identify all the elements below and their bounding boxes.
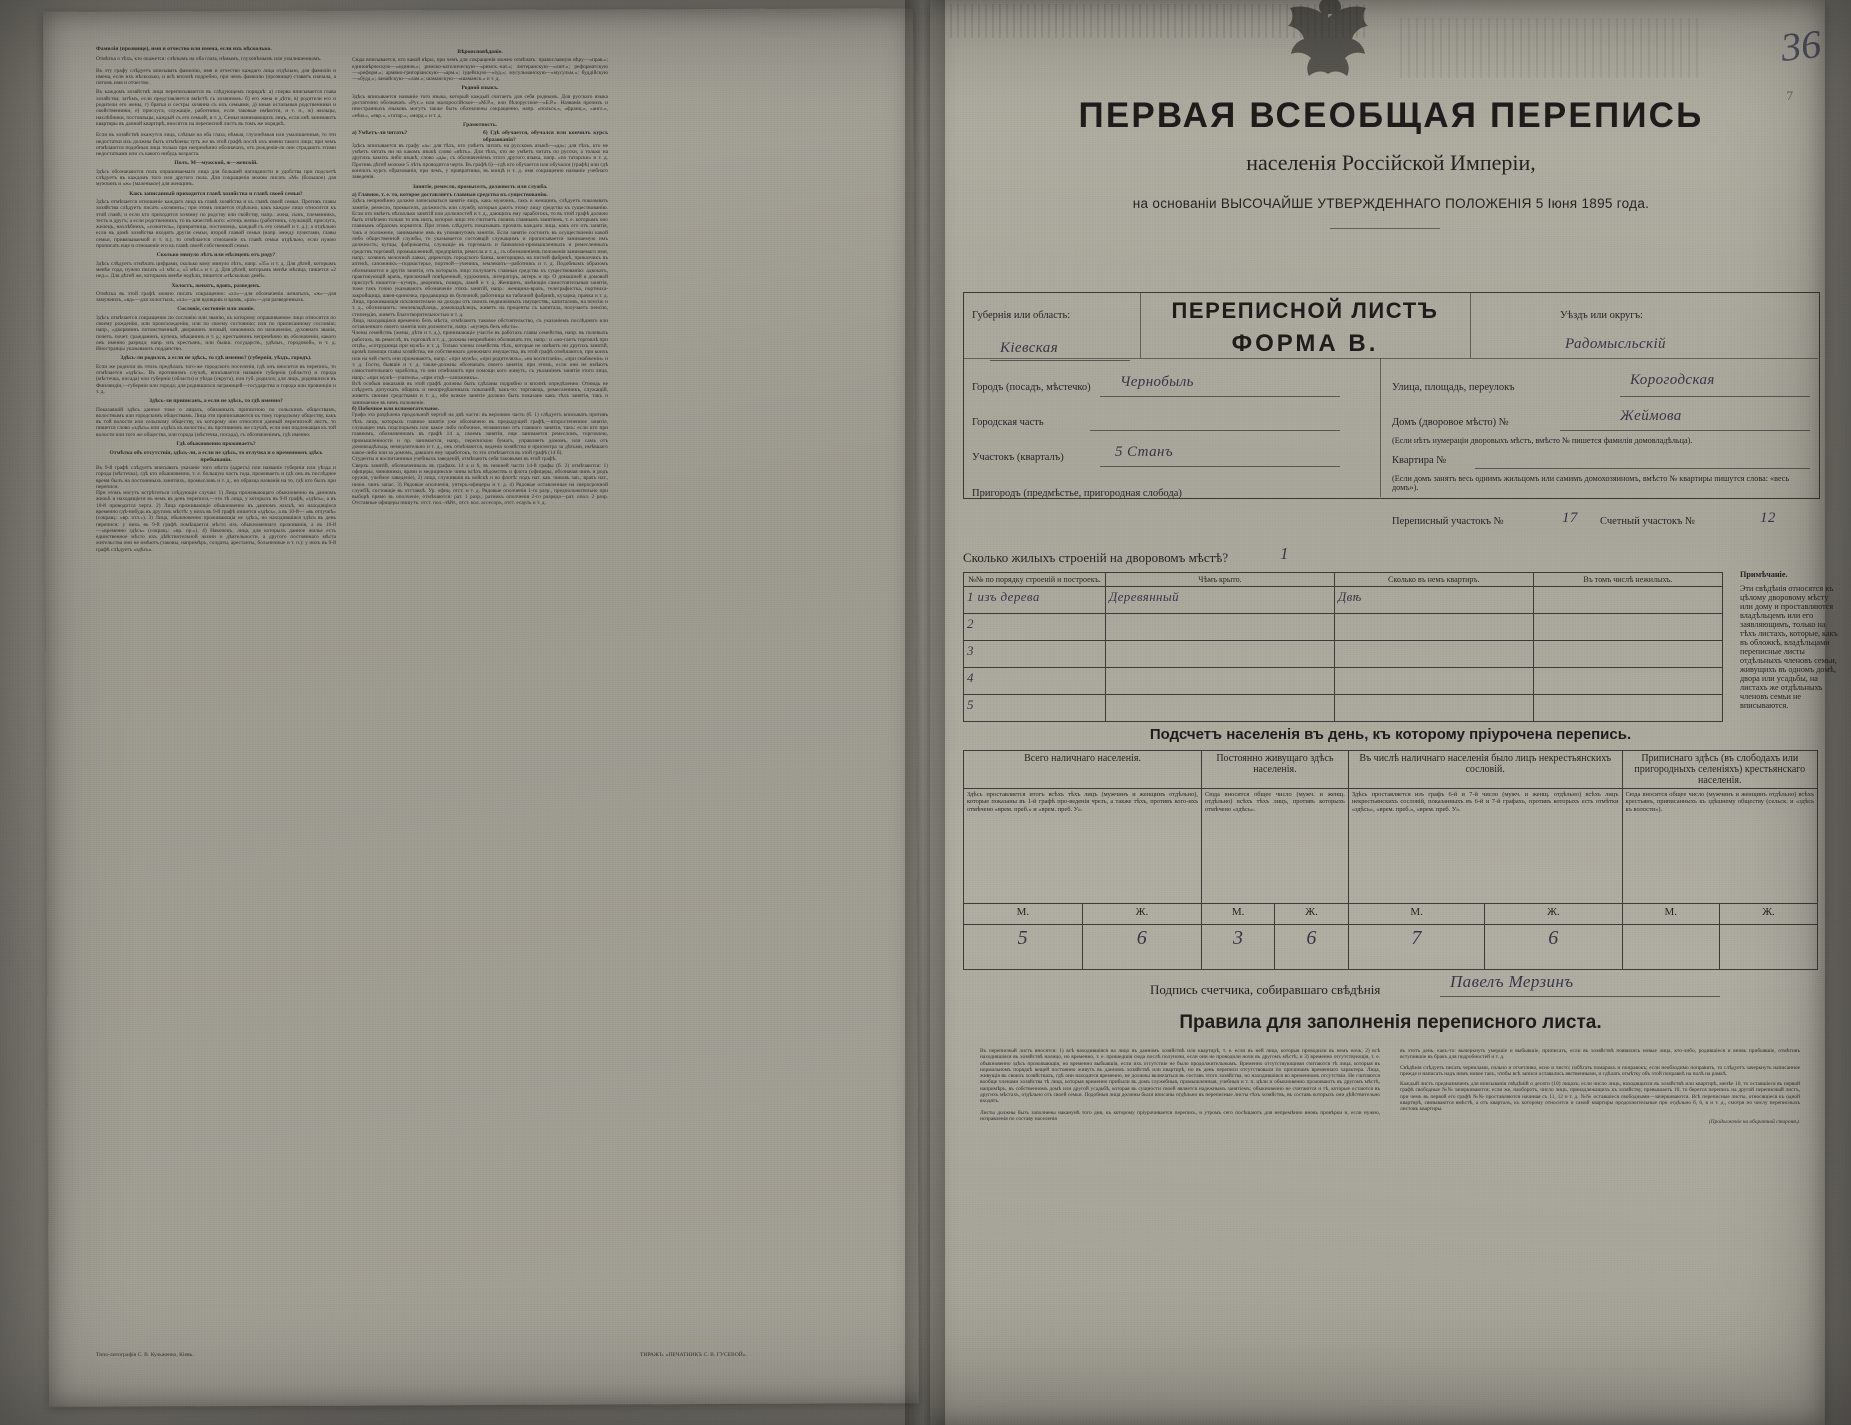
- page-number: 36: [1778, 21, 1824, 70]
- table-row: [964, 587, 1723, 614]
- underline-city: [1100, 396, 1340, 397]
- label-census-district: Переписный участокъ №: [1392, 516, 1504, 527]
- rules-column-2: въ этотъ день, какъ-то: вычеркнуть умершіе и выбывшіе, приписать, если въ хозяйствѣ появились новые лица, кто-либо, родившіеся и вновь прибывшіе, отмѣтивъ вступившіе въ бракъ для подробностей и т. д. Свѣдѣнія слѣдуетъ писать чернилами, сильно и отчетливо, ясно и чисто; избѣгать помарокъ и поправокъ; если необходимо поправить, то слѣдуетъ зачеркнуть написанное прежде и написать надъ нимъ новое такъ, чтобы всѣ записи оставались явственными, и сдѣлать отмѣтку объ этой поправкѣ на полѣ на рамкѣ. Каждый листъ предназначенъ для вписыванія свѣдѣній о десяти (10) лицахъ; если число лицъ, находящихся въ хозяйствѣ или квартирѣ, менѣе 10, то оставшіеся въ первой графѣ свободные №№ зачеркиваются; если же, наоборотъ, число лицъ, принадлежащихъ къ хозяйству, превышаетъ 10, то берется перепись на другой переписный листъ, при чемъ въ первой его графѣ №№ проставляются начиная съ 11, 12 и т. д. №№ оставшіеся свободными—зачеркиваются. Всѣ переписные листы, относящіеся къ одной квартирѣ, связываются вмѣстѣ, а отъ кварталъ, къ которому относится и самой квартиры продолжительные при отдѣльно б, 6, в и т. д., смотря по числу переписныхъ листовъ квартиры. (Продолженіе на оборотной сторонѣ).: [1400, 1048, 1800, 1125]
- label-city: Городъ (посадъ, мѣстечко): [972, 382, 1091, 393]
- value-dwellings-count: 1: [1280, 544, 1289, 563]
- left-sheet-printer-note: Типо-литографія С. В. Кульженко, Кіевъ.: [96, 1352, 194, 1358]
- underline-district: [1100, 466, 1340, 467]
- instr-item-13: Грамотность.: [463, 121, 497, 128]
- population-mf-label-row: [964, 904, 1818, 925]
- population-value-cell: [1720, 925, 1818, 970]
- instr-item-8: Здѣсь-ли приписанъ, а если не здѣсь, то гдѣ именно?: [149, 398, 283, 405]
- label-gubernia: Губернія или область:: [972, 310, 1071, 321]
- document-basis: на основаніи ВЫСОЧАЙШЕ УТВЕРЖДЕННАГО ПОЛОЖЕНІЯ 5 Іюня 1895 года.: [1132, 196, 1650, 211]
- instr-item-14a: а) Главное, т. е. то, которое доставляетъ главныя средства къ существованію.: [352, 191, 548, 198]
- population-value-row: [964, 925, 1818, 970]
- population-value-cell: 6: [1082, 925, 1201, 970]
- label-suburb: Пригородъ (предмѣстье, пригородная слобода): [972, 488, 1182, 499]
- table-cell: [1105, 614, 1334, 641]
- population-group-header: Приписнаго здѣсь (въ слободахъ или пригородныхъ селеніяхъ) крестьянскаго населенія.: [1622, 751, 1817, 789]
- form-divider-1: [963, 358, 1818, 359]
- left-sheet-printer-note-2: ТИРАЖЪ. «ПЕЧАТНИКЪ С. В. ГУСЕВОЙ».: [640, 1352, 748, 1358]
- population-group-header: Всего наличнаго населенія.: [964, 751, 1202, 789]
- population-count-title: Подсчетъ населенія въ день, къ которому пріурочена перепись.: [1149, 726, 1632, 743]
- instr-item-14: Занятіе, ремесло, промыселъ, должность или служба.: [412, 183, 548, 190]
- table-row: [964, 695, 1723, 722]
- table-cell: [1105, 641, 1334, 668]
- instr-item-5: Холостъ, женатъ, вдовъ, разведенъ.: [171, 282, 261, 289]
- margin-mark: 7: [1786, 88, 1793, 103]
- instr-item-13b: б) Гдѣ обучается, обучался или кончилъ курсъ образованія?: [483, 130, 608, 143]
- population-group-note: Сюда вносится общее число (мужчинъ и женщинъ отдѣльно) всѣхъ крестьянъ, приписанныхъ къ здѣшнему обществу (сельск. и «здѣсь къ волости»).: [1622, 789, 1817, 904]
- imperial-eagle-crest: [1268, 0, 1388, 102]
- note-text: Эти свѣдѣнія относятся къ цѣлому дворовому мѣсту или дому и проставляются владѣльцемъ или его заявляющимъ, только на тѣхъ листахъ, которые, какъ въ обложкѣ, владѣльцами переписные листы отдѣльныхъ членовъ семьи, живущихъ въ одномъ домѣ, двора или усадьбы, на листахъ же отдѣльныхъ членовъ семьи не вписываются.: [1740, 584, 1838, 710]
- form-vert-2: [1470, 292, 1471, 358]
- rules-column-1: Въ переписный листъ вносятся: 1) всѣ находившіяся на лицо въ данномъ хозяйствѣ или квартирѣ, т. е. если въ ней лица, которыя проводили въ немъ ночь; 2) всѣ находившіяся въ хозяйствѣ налицо, но временно, т. е. пришедшія сюда послѣ полуночи, если они не проводили ночи въ другомъ мѣстѣ; и 3) временно отсутствующія, т. е. обыкновенно здѣсь проживающія, но временно выбывшія, если ихъ отсутствіе не было продолжительнымъ. Временно отсутствующими считаются тѣ лица, которыя въ нормальномъ порядкѣ вещей постоянно живутъ въ данномъ хозяйствѣ или квартирѣ, но въ день переписи отсутствовали по причинамъ временнаго характера. Лица, живущія въ своихъ хозяйствахъ, гдѣ они находятся временно, не должны включаться въ составъ этого хозяйства, но находившіяся во временномъ отсутствіи. Не считаются вообще членами хозяйства тѣ лица, которыя временно прибыли въ домъ служебныя, промышленныя, учебныя и т. п. цѣли и обыкновенно проживаютъ въ другомъ мѣстѣ, напримѣръ, въ собственномъ домѣ или другой усадьбѣ, которая въ сущности своей является надежнымъ занятіемъ; обыкновенно не считаются и тѣ, которые остаются въ другихъ мѣстахъ, отдѣльно отъ своей семьи. Подобныя лица должны были вписаны отдѣльно въ переписные листы тѣхъ хозяйствъ, въ составъ которыхъ они дѣйствительно входятъ. Листы должны быть заполнены наканунѣ того дня, къ которому пріурочивается перепись, и утромъ сего посѣщаютъ для непремѣнно вновь провѣрки и, если нужно, исправленія по составу населенія: [980, 1048, 1380, 1122]
- value-signature: Павелъ Мерзинъ: [1450, 972, 1574, 991]
- col-nonresidential: Въ томъ числѣ нежилыхъ.: [1533, 573, 1722, 587]
- underline-city-part: [1090, 430, 1340, 431]
- label-uezd: Уѣздъ или округъ:: [1560, 310, 1643, 321]
- label-counting-district: Счетный участокъ №: [1600, 516, 1696, 527]
- instr-item-7: Здѣсь-ли родился, а если не здѣсь, то гдѣ именно? (губернія, уѣздъ, городъ).: [120, 355, 312, 362]
- table-cell: 3: [964, 641, 1106, 668]
- value-uezd: Радомысльскій: [1565, 336, 1666, 352]
- table-row: [964, 614, 1723, 641]
- population-mf-label: Ж.: [1275, 904, 1349, 925]
- table-cell: [1334, 668, 1533, 695]
- instr-item-14b: б) Побочное или вспомогательное.: [352, 406, 440, 413]
- buildings-table-header-row: [964, 573, 1723, 587]
- table-cell: [1105, 695, 1334, 722]
- form-sheet-name: ФОРМА В.: [1231, 330, 1379, 357]
- population-note-row: [964, 789, 1818, 904]
- instr-item-11: Вѣроисповѣданіе.: [457, 49, 503, 55]
- table-cell: [1334, 614, 1533, 641]
- instr-item-2: Полъ. М—мужской, ж—женскій.: [174, 160, 258, 167]
- table-cell: 4: [964, 668, 1106, 695]
- value-counting-district: 12: [1760, 510, 1776, 526]
- value-city: Чернобыль: [1120, 374, 1194, 390]
- population-count-table: [963, 750, 1818, 970]
- population-mf-label: Ж.: [1082, 904, 1201, 925]
- population-value-cell: 6: [1485, 925, 1622, 970]
- instr-item-13a: а) Умѣетъ-ли читать?: [352, 130, 408, 137]
- population-group-note: Здѣсь проставляется изъ графъ 6-й и 7-й число (мужч. и женщ. отдѣльно) всѣхъ лицъ некрестьянскихъ сословій, показанныхъ въ 6-й и 7-й графахъ, противъ которыхъ есть отмѣтки «здѣсь», «врем. преб.», «врем. преб. У».: [1348, 789, 1622, 904]
- population-group-header: Постоянно живущаго здѣсь населенія.: [1202, 751, 1349, 789]
- population-value-cell: 6: [1275, 925, 1349, 970]
- value-census-district: 17: [1562, 510, 1578, 526]
- label-street: Улица, площадь, переулокъ: [1392, 382, 1515, 393]
- value-house: Жеймова: [1620, 408, 1682, 424]
- instr-item-4: Сколько минуло лѣтъ или мѣсяцевъ отъ роду?: [156, 252, 276, 259]
- note-title: Примѣчаніе.: [1740, 570, 1788, 579]
- population-mf-label: Ж.: [1485, 904, 1622, 925]
- population-group-header: Въ числѣ наличнаго населенія было лицъ некрестьянскихъ сословій.: [1348, 751, 1622, 789]
- label-signature: Подпись счетчика, собиравшаго свѣдѣнія: [1150, 982, 1381, 997]
- note-apartment: (Если домъ занятъ весь однимъ жильцомъ или самимъ домохозяиномъ, вмѣсто № квартиры пишутся слова: «весь домъ»).: [1392, 474, 1790, 492]
- table-cell: [1334, 641, 1533, 668]
- label-dwellings-question: Сколько жилыхъ строеній на дворовомъ мѣстѣ?: [963, 550, 1229, 565]
- table-cell: [1533, 695, 1722, 722]
- label-house: Домъ (дворовое мѣсто) №: [1392, 417, 1509, 428]
- table-cell: [1533, 614, 1722, 641]
- instr-item-3: Какъ записанный приходится главѣ хозяйства и главѣ своей семьи?: [129, 190, 303, 197]
- book-gutter: [905, 0, 945, 1425]
- value-street: Корогодская: [1630, 372, 1715, 388]
- instr-item-1: Фамилія (прозвище), имя и отчество или имена, если ихъ нѣсколько.: [96, 46, 272, 52]
- underline-house: [1560, 430, 1810, 431]
- population-mf-label: М.: [964, 904, 1083, 925]
- table-row: [964, 668, 1723, 695]
- top-stamp-right: [1400, 18, 1700, 78]
- population-value-cell: 3: [1202, 925, 1275, 970]
- document-subtitle: населенія Россійской Имперіи,: [1246, 150, 1536, 175]
- instructions-column-1: Фамилія (прозвище), имя и отчество или имена, если ихъ нѣсколько. Отмѣтка о тѣхъ, кто окажется: слѣпымъ на оба глаза, нѣмымъ, глухонѣмымъ или умалишеннымъ. Въ эту графу слѣдуетъ вписывать фамилію, имя и отчество каждаго лица отдѣльно, для фамиліи и имена, если ихъ нѣсколько, и всѣ вполнѣ подробно, при чемъ фамилію (прозвище) ставятъ сначала, а потомъ имя и отчество. Въ каждомъ хозяйствѣ лица переписываются въ слѣдующемъ порядкѣ: а) сперва вписывается глава хозяйства; затѣмъ, если представляется вмѣстѣ съ хозяиномъ: б) его жена и дѣти, в) родители его и родители его жены, г) братья и сестры хозяина съ ихъ семьями, д) иныя остальныя родственники и свойственники, е) прислуга, служащіе, работники, если таковые имѣются, и т. п., ж) жильцы, нахлѣбники, постояльцы, каждый съ его семьей, и т. д. Семьи нанимающихъ лицъ, если онѣ занимаютъ квартиры въ данной квартирѣ, вносятся на переписной листъ въ томъ же порядкѣ. Если въ хозяйствѣ окажутся лица, слѣпыя на оба глаза, нѣмыя, глухонѣмыя или умалишенныя, то эти недостатки ихъ должны быть отмѣчены тутъ же въ этой графѣ послѣ ихъ имени такого лица; при чемъ отмѣчаются подобныя лица только при непремѣнно обозначать, отъ рожденія-ли они страдаютъ этими недостатками или съ какого нибудь возраста. Полъ. М—мужской, ж—женскій. Здѣсь обозначаются полъ опрашиваемаго лица для большей наглядности и удобства при подсчетѣ слѣдуетъ въ каждомъ того или другого пола. Для сокращенія можно писать «М» (большое) для мужчинъ и «ж» (маленькое) для женщинъ. Какъ записанный приходится главѣ хозяйства и главѣ своей семьи? Здѣсь отмѣчается отношеніе каждаго лица къ главѣ хозяйства и къ главѣ своей семьи. Противъ главы хозяйства слѣдуетъ писать «хозяинъ»; при этомъ пишется отдѣльно, какъ каждое лицо относится къ этой главѣ; и если кто приходится хозяину по родству или свойству, напр.: жена, сынъ, племянникъ, тесть и другъ; а если родственникъ, то въ качествѣ кого: «отецъ жены» (работникъ, служащій, прислуга, жилецъ, нахлѣбникъ, «сожитель», привратница, постоялецъ, каждый съ его семьей и т. д.); а отдѣльно если въ домѣ хозяйства входятъ другія семьи, второй главой семьи (напр. между пунктами, главы семьи, привязываемой и т. п.), то отмѣчается отношеніе къ главѣ семьи отдѣльно, если нужно прописать еще и отношеніе его къ главѣ своей собственной семьи. Сколько минуло лѣтъ или мѣсяцевъ отъ роду? Здѣсь слѣдуетъ отмѣчать цифрами, сколько кому минуло лѣтъ, напр. «35» и т. д. Для дѣтей, которымъ менѣе года, нужно писать «1 мѣс.», «5 мѣс.» и т. д. Для дѣтей, которымъ менѣе мѣсяца, пишется «2 нед.». Для дѣтей же, которымъ менѣе недѣли, пишется «нѣсколько дней». Холостъ, женатъ, вдовъ, разведенъ. Отмѣтка въ этой графѣ можно писать сокращенно: «хл»—для обозначенія женатыхъ, «ж»—для замужнихъ, «вд»—для холостыхъ, «хл»—для вдовцовъ и вдовъ, «раз»—для разведенныхъ. Сословіе, состояніе или званіе. Здѣсь отмѣчается сокращенно по сословію или званію, къ которому опрашиваемое лицо относится по своему рожденію, или происхожденію, или по своему состоянію; или по приписанному сословію; напр., «дворянинъ потомственный, дворянинъ личный, чиновникъ по назначенію, духовнаго званія, почетъ. почет. гражданинъ, купецъ, мѣщанинъ и т. д.; крестьянинъ непремѣнно въ обозначеніи, какого онъ именно разряда; напр. изъ крестьянъ, или бывш. государств., удѣльн., городовой», и т. д. Иностранцы указываютъ подданство. Здѣсь-ли родился, а если не здѣсь, то гдѣ именно? (губернія, уѣздъ, городъ). Если же родился въ этихъ предѣлахъ того-же городского поселенія, гдѣ онъ вносится въ перепись, то отмѣчается «здѣсь». Въ противномъ случаѣ, вписывается названіе губерніи (области) и города (мѣстечка, посада) или губерніи (области) и уѣзда (округа), или губ. родился; для лицъ, родившихся въ Финляндіи,—губерніи или города; для родившихся заграницей—государства и города или провинціи и т. д. Здѣсь-ли приписанъ, а если не здѣсь, то гдѣ именно? Показавшій здѣсь данное тоже о лицахъ, обязанныхъ приписною по сельскимъ обществамъ, волостнымъ или городскимъ обществамъ. Лица эти приписываются къ тому городскому обществу, какъ въ той волости или сельскому обществу, къ которому они относятся данный переписной листъ, то пишется слово «здѣсь» или «здѣсь къ волости»; въ противномъ же случаѣ, если они подлежащая къ той волости или того же общества, или города (мѣстечка, посада), съ обозначеніемъ, гдѣ именно. Гдѣ обыкновенно проживаетъ? Отмѣтка объ отсутствіи, здѣсь-ли, а если не здѣсь, то отлучка и о временномъ здѣсь пребываніи. Въ 9-й графѣ слѣдуетъ вписывать указаніе того мѣста (адресъ) или названіе губерніи или уѣзда и города (мѣстечка), гдѣ кто обыкновенно, т. е. большую часть года, проживаетъ и гдѣ онъ въ послѣднее время былъ на постоянныхъ занятіяхъ, промысловъ и т. д., но образца названія на то, гдѣ кто былъ при переписи. При этомъ могутъ встрѣтиться слѣдующіе случаи: 1) Лица проживающаго обыкновенно въ данномъ жильѣ и находящіеся въ немъ въ день переписи,—это тѣ лица, у которыхъ въ 9-й графѣ, «здѣсь», а въ 10-й проводится черта. 2) Лица проживающіе обыкновенно въ данномъ жильѣ, но находящіеся временно гдѣ-нибудь въ другомъ мѣстѣ: у нихъ въ 9-й графѣ пишется «здѣсь», а въ 10-й— «въ отлучкѣ» (сокращ.: «вр. отл.»). 3) Лица, обыкновенно проживающія не здѣсь, но находившіяся здѣсь въ день переписи: у нихъ въ 9-й графѣ помѣщается мѣсто ихъ обыкновеннаго проживанія, а въ 10-й—«временно здѣсь» (сокращ.: «вр. пр.»). 4) Наконецъ, лица, для которыхъ данное жилье есть единственное мѣсто ихъ дѣйствительной жизни и дѣятельности, а другого постояннаго мѣста жительства они не имѣютъ (таковы, напримѣръ, солдаты, арестанты, больничные и т. п.): у нихъ въ 9-й графѣ слѣдуетъ «здѣсь».: [96, 46, 337, 553]
- rules-continuation: (Продолженіе на оборотной сторонѣ).: [1708, 1118, 1800, 1125]
- underline-street: [1620, 396, 1810, 397]
- table-cell: 1 изъ дерева: [964, 587, 1106, 614]
- table-cell: [1105, 668, 1334, 695]
- table-cell: Двѣ: [1334, 587, 1533, 614]
- underline-gubernia: [990, 360, 1130, 361]
- label-apartment: Квартира №: [1392, 455, 1447, 466]
- population-value-cell: [1622, 925, 1720, 970]
- population-group-note: Сюда вносится общее число (мужч. и женщ. отдѣльно) всѣхъ тѣхъ лицъ, противъ которыхъ отмѣчено «здѣсь».: [1202, 789, 1349, 904]
- instr-item-9: Гдѣ обыкновенно проживаетъ?: [176, 441, 256, 448]
- instructions-column-2: Вѣроисповѣданіе. Сюда вписывается, кто какой вѣры, при чемъ для сокращенія можно отмѣчать: православную вѣру—«прав.»; единовѣрческую—«единов.»; римско-католическую—«римск.-кат.»; лютеранскую—«лют.»; реформатскую—«реформ.»; армяно-григоріанскую—«арм.»; іудейскую—«іуд.»; мусульманскую—«мусульм.»; буддійскую—«будд.»; ламайскую—«лам.»; шаманскую—«шаманск.» и т. д. Родной языкъ. Здѣсь вписывается названіе того языка, который каждый считаетъ для себя роднымъ. Для русскаго языка достаточно обозначать «Рус.» или малороссійское—«М.Р.», или бѣлорусское—«Б.Р.». Названія прочихъ и иностранныхъ языковъ могутъ также быть обозначены сокращенно, напр. «польск.», «франц.», «англ.», «нѣм.», «евр.», «татар.», «морд.» и т. д. Грамотность. а) Умѣетъ-ли читать? б) Гдѣ обучается, обучался или кончилъ курсъ образованія? Здѣсь вписывается въ графу «а»: для тѣхъ, кто умѣетъ читать на русскомъ языкѣ—«да»; для тѣхъ, кто не умѣетъ читать ни на какомъ языкѣ слово «нѣтъ». Для тѣхъ, кто не умѣетъ читать по русски, а только на другихъ какихъ либо языкѣ, слово «да», съ обозначеніемъ этого другого языка, напр. «по татарски» и т. д. Противъ дѣтей моложе 5 лѣтъ проводится черта. Въ графѣ 6)—гдѣ кто обучается или обучался (графѣ) или гдѣ кончилъ курсъ образованія, при чемъ, у привратника, въ концѣ и т. д. имя сокращенно названіе учебнаго заведенія. Занятіе, ремесло, промыселъ, должность или служба. а) Главное, т. е. то, которое доставляетъ главныя средства къ существованію. Здѣсь непремѣнно должно записываться занятіе лицъ, какъ мужчинъ, такъ и женщинъ, слѣдуетъ показывать занятіе, ремесло, промыселъ, должность или службу, которыя даютъ этому лицу средства къ существованію. Если кто имѣетъ нѣсколько занятій или должностей и т. д., дающихъ ему заработокъ, то въ этой графѣ должно быть отмѣчено только то изъ нихъ, которое лицо это считаетъ своимъ главнымъ занятіемъ, т. е. которымъ оно главнымъ образомъ кормится. При этомъ слѣдуетъ показывать прочихъ каждаго лица, какъ его отъ занятія, такъ и положеніе, занимаемое имъ въ упомянутомъ занятіи. Если занятіе состоитъ въ осуществленіи какой либо общественной службы, то указывается состоящій служащимъ и прописывается занимаемую имъ должность; купцы, фабриканты, служащіе въ торговыхъ и банковско-промышленныхъ и ремесленныхъ средствъ торговой, промышленной, предпріятія, ремесла и т. д., съ обозначеніемъ положенія занимаемаго ими, напр.: хозяинъ мелочной лавки, директоръ городского банка, конторщикъ на писчей фабрикѣ, приказчикъ въ аптекѣ, сапожникъ—подмастерье, портной—ученикъ, землекопъ—работникъ и т. д. Подобнымъ образомъ обозначаются и другія занятія, отъ которыхъ лицо получаетъ главныя средства къ существованію: адвокатъ, практикующій врачъ, присяжный повѣренный, художникъ, литераторъ, актеръ и пр. О домашней и домовой прислугѣ пишется—кучеръ, дворникъ, поваръ, лакей и т. д. Женщинъ, имѣющія самостоятельныя занятія, тоже такъ точно указываютъ обозначеніе этихъ занятій, напр.: женщина-врачъ, телеграфистка, портниха-закройщица, швея-одиночка, продавщица въ булочной, работница на табачной фабрикѣ, кухарка, прачка и т. д. Лица, проживающія исключительно на доходы отъ своихъ недвижимыхъ имуществъ, капиталовъ, на пенсію и т. д., обозначаютъ: землевладѣлецъ, домовладѣлецъ, живетъ на проценты съ капитала, получаетъ пенсію, стипендію, живетъ благотворительностью и т. д. Лица, находящіяся временно безъ мѣста, отмѣчаютъ таковое обстоятельство, съ указаніемъ послѣдняго или оставленнаго своего занятія или должности, напр.: «кучеръ безъ мѣста». Члены семействъ (жены, дѣти и т. д.), принимающіе участіе въ работахъ главы семейства, напр. въ полевыхъ работахъ, въ ремеслѣ, въ торговлѣ и т. д., должны непремѣнно обозначать это, напр.: и «мо-гаетъ торговлѣ при отцѣ», «сотрудница при мужѣ» и т. д. Только члены семействъ тѣхъ, которые не имѣютъ ни другихъ занятій, кромѣ помощи главы хозяйства, ни собственнаго денежнаго имущества, въ этой графѣ отмѣчаются, при коихъ или на чей счетъ они проживаютъ, напр.: «при мужѣ», «при родителяхъ», «на воспитаніи», «при снабженіи» и т. д. Гости, бывшіе и т. д. также-должны обозначать своего занятія; при этомъ, если они не имѣютъ самостоятельнаго заработка, то они отмѣчаютъ при помощи кого живутъ, съ указаніемъ занятія этого лица, напр.: «при мужѣ—учитель», «при отцѣ—сапожникъ». Всѣ особыя показанія въ этой графѣ должны быть сдѣланы подробно и вполнѣ опредѣленно. Отнюдь не слѣдуетъ допускать общихъ и неопредѣленныхъ показаній, какъ-то: торговецъ, ремесленникъ, служащій, живетъ своими средствами и т. д., ибо всякое занятіе должно быть показано какъ тѣхъ занятія, такъ и занимаемое въ немъ положеніе. б) Побочное или вспомогательное. Графа эта раздѣлена продольной чертой на двѣ части: въ верхнюю часть (б. 1) слѣдуетъ вписывать противъ тѣхъ лицъ, которыхъ главное занятіе уже обозначено въ предыдущей графѣ,—второстепенное занятіе, служащее имъ подспорьемъ или какое либо побочное, независимо отъ главнаго занятія, такъ: если кто при главномъ, обозначенномъ въ графѣ 14 а, своемъ занятіи, еще занимается ремесломъ, торговлею, промышленности и пр. занимается, напр., перепискою бумагъ, управляетъ домомъ, или самъ отъ домовладѣльца, немедлительно и т. д., онъ отмѣчаются, веденія хозяйства и присмотра за дѣтьми, имѣвшаго какое-либо или за домомъ, давшаго ему заработокъ, то это отмѣчается въ этой графѣ (14 б). Студенты и воспитанники учебныхъ заведеній, отмѣчаютъ себя таковыми въ этой графѣ. Сверхъ занятій, обозначенныхъ въ графахъ 14 а и 6, въ нижней части 14-й графы (б. 2) отмѣчаются: 1) офицеры, чиновники, врачи и медицинскіе чины всѣхъ вѣдомствъ и флота (офицеры, обозначая чинъ и родъ оружія, учебное заведеніе), 2) лица, служившія въ войскѣ и во флотѣ: подъ нат. кав. чиновъ зап., врачъ нат., нижн. чинъ запас. 3) Рядовые ополченія, унтеръ-офицеры и т. д. 4) Рядовые оставленные на сверхсрочной службѣ, состоящіе въ отставкѣ. Ур. офиц. отст. и т. д. Рядовые ополченія 1-го разр., предположительно при выборѣ прямо въ ополченіе, отмѣчаются: рат. 1 разр.; ратникъ ополченія 2-го разряда—рат. опол. 2 разр. Отставные офицеры пишутъ: отст. пол.-лѣйт., отст. кол. ассесоръ, отст. есаулъ и т. д.: [352, 49, 608, 507]
- table-row: [964, 641, 1723, 668]
- form-vert-3: [1380, 358, 1381, 497]
- divider-rule: [1330, 228, 1440, 229]
- table-cell: Деревянный: [1105, 587, 1334, 614]
- table-cell: [1533, 587, 1722, 614]
- population-mf-label: М.: [1202, 904, 1275, 925]
- instr-item-10: Отмѣтка объ отсутствіи, здѣсь-ли, а если не здѣсь, то отлучка и о временномъ здѣсь пребываніи.: [109, 450, 323, 463]
- underline-apartment: [1475, 468, 1810, 469]
- instr-item-12: Родной языкъ.: [461, 85, 499, 92]
- value-gubernia: Кіевская: [1000, 340, 1059, 356]
- table-cell: 5: [964, 695, 1106, 722]
- population-mf-label: М.: [1348, 904, 1485, 925]
- col-building-no: №№ по порядку строеній и построекъ.: [964, 573, 1106, 587]
- population-mf-label: Ж.: [1720, 904, 1818, 925]
- population-header-row: [964, 751, 1818, 789]
- label-district: Участокъ (кварталъ): [972, 452, 1064, 463]
- rules-title: Правила для заполненія переписного листа.: [1179, 1012, 1602, 1033]
- note-house-numbering: (Если нѣтъ нумераціи дворовыхъ мѣстъ, вмѣсто № пишется фамилія домовладѣльца).: [1392, 436, 1693, 445]
- table-cell: [1533, 641, 1722, 668]
- col-apartments: Сколько въ немъ квартиръ.: [1334, 573, 1533, 587]
- form-sheet-title: ПЕРЕПИСНОЙ ЛИСТЪ: [1171, 298, 1439, 323]
- instr-item-6: Сословіе, состояніе или званіе.: [177, 306, 255, 313]
- table-cell: 2: [964, 614, 1106, 641]
- value-district: 5 Станъ: [1115, 444, 1174, 460]
- population-value-cell: 5: [964, 925, 1083, 970]
- underline-signature: [1440, 996, 1720, 997]
- buildings-table: [963, 572, 1723, 722]
- label-city-part: Городская часть: [972, 417, 1044, 428]
- population-value-cell: 7: [1348, 925, 1485, 970]
- table-cell: [1334, 695, 1533, 722]
- col-roof: Чѣмъ крыто.: [1105, 573, 1334, 587]
- population-group-note: Здѣсь проставляется итогъ всѣхъ тѣхъ лицъ (мужчинъ и женщинъ отдѣльно), которые показаны въ 1-й графѣ про-веденія чрезъ, а также тѣхъ, противъ кого-ихъ отмѣчено «врем. преб.» и «врем. преб. У».: [964, 789, 1202, 904]
- instructions-column-3: [628, 46, 898, 52]
- population-mf-label: М.: [1622, 904, 1720, 925]
- document-title: ПЕРВАЯ ВСЕОБЩАЯ ПЕРЕПИСЬ: [1078, 96, 1704, 135]
- table-cell: [1533, 668, 1722, 695]
